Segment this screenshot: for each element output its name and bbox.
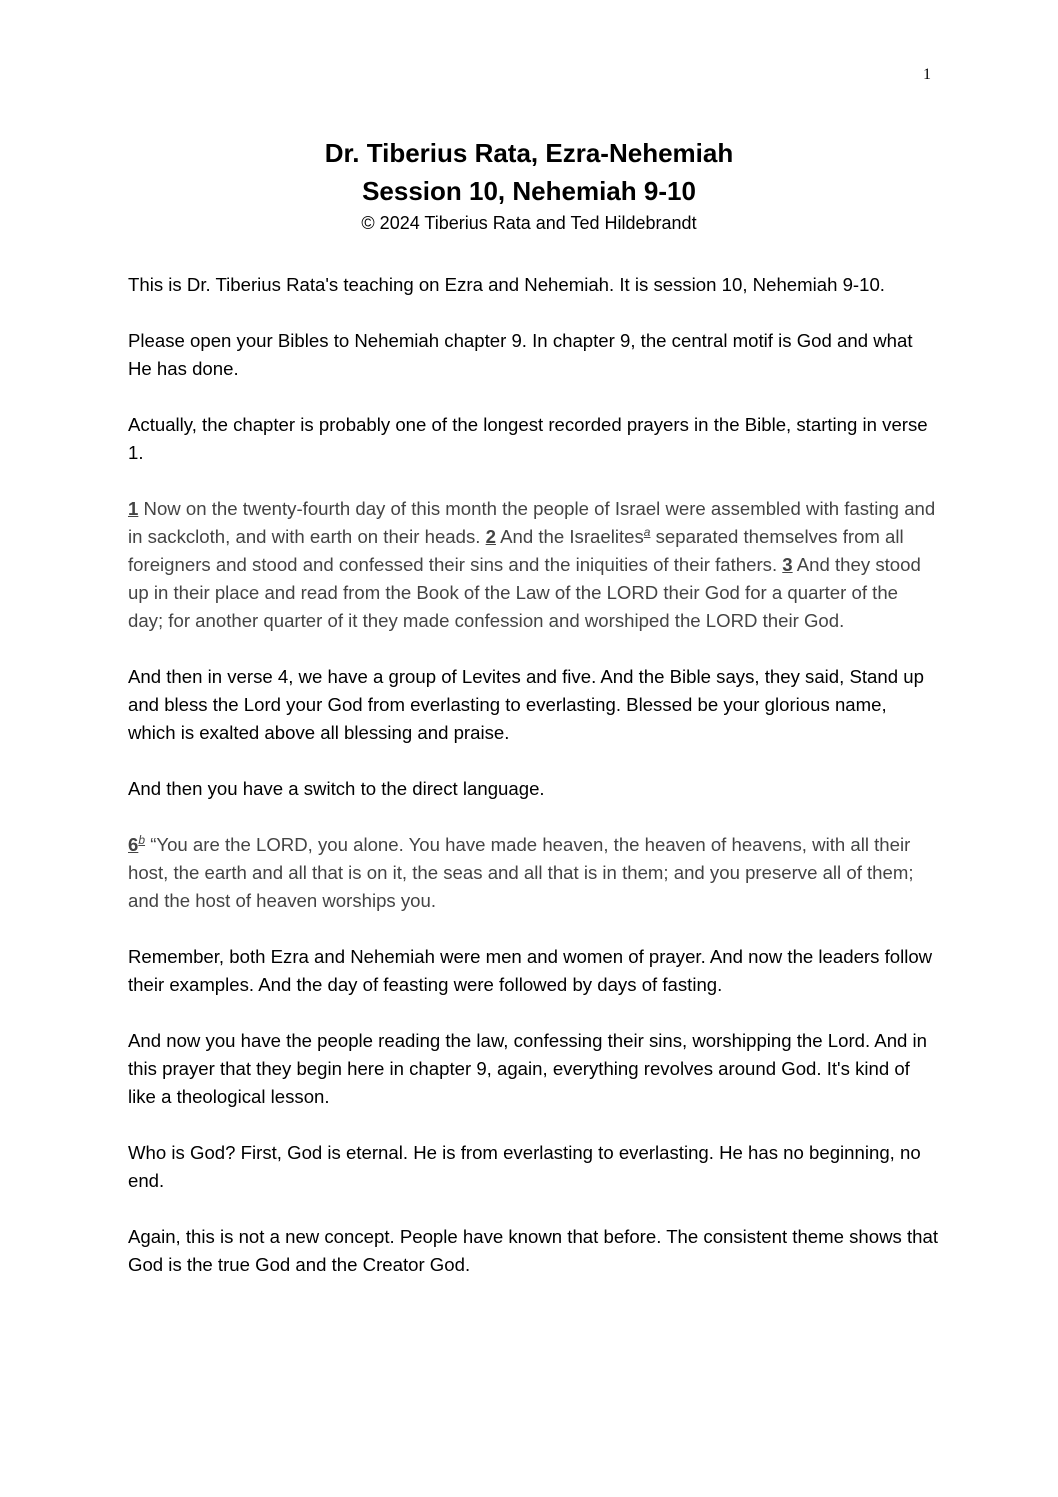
verse-number-link[interactable]: 1 bbox=[128, 498, 139, 519]
title-line-2: Session 10, Nehemiah 9-10 bbox=[362, 176, 696, 206]
paragraph: Please open your Bibles to Nehemiah chapter 9. In chapter 9, the central motif is God and what He has done. bbox=[128, 330, 913, 379]
paragraph: Actually, the chapter is probably one of the longest recorded prayers in the Bible, starting in verse 1. bbox=[128, 414, 928, 463]
verse-number-link[interactable]: 3 bbox=[782, 554, 793, 575]
verse-number-link[interactable]: 6 bbox=[128, 834, 139, 855]
paragraph: Again, this is not a new concept. People have known that before. The consistent theme shows that God is the true God and the Creator God. bbox=[128, 1226, 939, 1275]
verse-text: And the Israelites bbox=[495, 526, 644, 547]
document-header bbox=[0, 134, 1058, 236]
document-body bbox=[128, 271, 938, 1307]
scripture-quote-nehemiah-9-6 bbox=[128, 831, 938, 915]
verse-text: And they stood up in their place and read from the Book of the Law of the LORD their God for a quarter of the day; for another quarter of it they made confession and worshiped the LORD their God. bbox=[128, 554, 921, 631]
copyright-line: © 2024 Tiberius Rata and Ted Hildebrandt bbox=[361, 213, 697, 233]
paragraph: Remember, both Ezra and Nehemiah were men and women of prayer. And now the leaders follow their examples. And the day of feasting were followed by days of fasting. bbox=[128, 946, 933, 995]
verse-number-link[interactable]: 2 bbox=[485, 526, 496, 547]
footnote-link[interactable]: b bbox=[138, 832, 146, 847]
scripture-quote-nehemiah-9-1-3 bbox=[128, 495, 938, 635]
title-line-1: Dr. Tiberius Rata, Ezra-Nehemiah bbox=[324, 138, 734, 168]
verse-text: “You are the LORD, you alone. You have made heaven, the heaven of heavens, with all their host, the earth and all that is on it, the seas and all that is in them; and you preserve all of them; and the host of heaven worships you. bbox=[128, 834, 914, 911]
paragraph: Who is God? First, God is eternal. He is from everlasting to everlasting. He has no beginning, no end. bbox=[128, 1142, 921, 1191]
verse-text: separated themselves from all foreigners and stood and confessed their sins and the iniquities of their fathers. bbox=[128, 526, 904, 575]
verse-text: Now on the twenty-fourth day of this month the people of Israel were assembled with fasting and in sackcloth, and with earth on their heads. bbox=[128, 498, 936, 547]
footnote-link[interactable]: a bbox=[643, 524, 651, 539]
paragraph: And now you have the people reading the law, confessing their sins, worshipping the Lord. And in this prayer that they begin here in chapter 9, again, everything revolves around God. It's kind of like a theological lesson. bbox=[128, 1030, 928, 1107]
paragraph: This is Dr. Tiberius Rata's teaching on Ezra and Nehemiah. It is session 10, Nehemiah 9-10. bbox=[128, 274, 885, 295]
paragraph: And then you have a switch to the direct language. bbox=[128, 778, 545, 799]
paragraph: And then in verse 4, we have a group of Levites and five. And the Bible says, they said, Stand up and bless the Lord your God from everlasting to everlasting. Blessed be your glorious name, which is exalted above all blessing and praise. bbox=[128, 666, 924, 743]
page-number: 1 bbox=[923, 66, 931, 83]
